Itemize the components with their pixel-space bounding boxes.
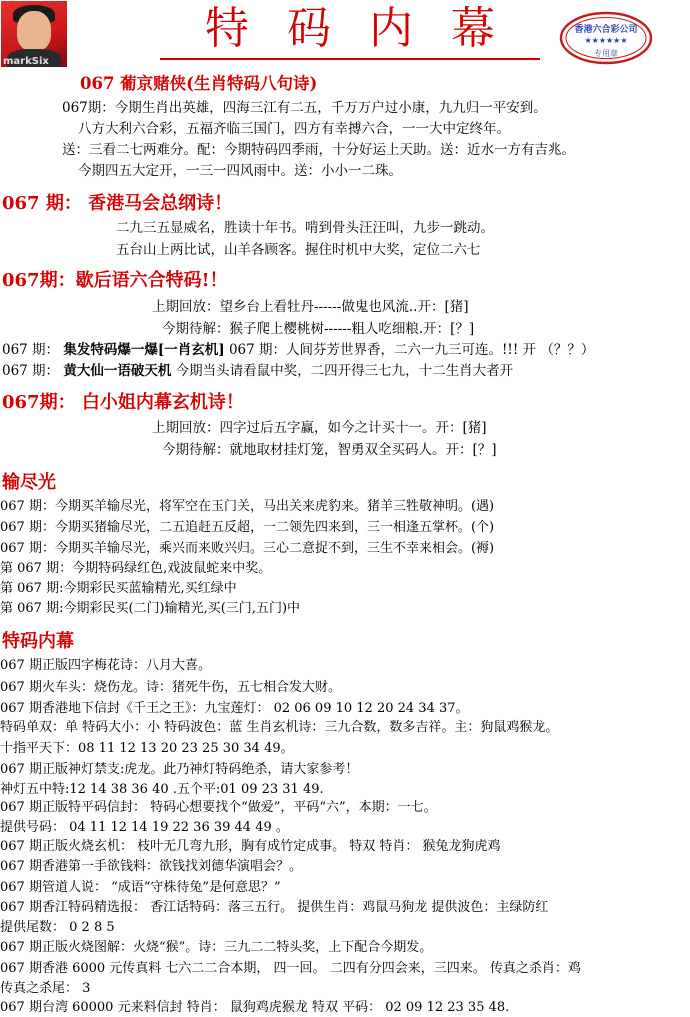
svg-text:专用章: 专用章 [594, 49, 618, 58]
s3-line-4-prefix: 067 期： [2, 363, 60, 379]
s1-line-1: 067期：今期生肖出英雄，四海三江有二五，千万万户过小康，九九归一平安到。 [62, 100, 547, 116]
svg-text:香港六合彩公司: 香港六合彩公司 [574, 25, 638, 35]
s4-line-1: 上期回放：四字过后五字赢，如今之计买十一。开：[猪] [152, 420, 487, 436]
section-1-heading-wrap [80, 70, 317, 94]
s6-line-7: 神灯五中特:12 14 38 36 40 .五个平:01 09 23 31 49. [0, 782, 324, 797]
official-stamp-icon [558, 10, 654, 66]
s5-line-5: 第 067 期:今期彩民买蓝输精光,买红绿中 [0, 581, 237, 596]
s6-line-10: 067 期正版火烧玄机： 枝叶无几弯九形，胸有成竹定成事。 特双 特肖： 猴兔龙狗虎鸡 [0, 839, 501, 854]
s6-line-14: 提供尾数： 0 2 8 5 [0, 920, 115, 935]
s5-line-4: 第 067 期：今期特码绿红色,戏波鼠蛇来中奖。 [0, 561, 272, 576]
s6-line-12: 067 期管道人说： “成语“守株待兔”是何意思？” [0, 880, 281, 895]
s1-line-4: 今期四五大定开，一三一四风雨中。送：小小一二珠。 [78, 163, 402, 179]
s6-line-2: 067 期火车头：烧伤龙。诗：猪死牛伤，五七相合发大财。 [0, 680, 341, 695]
s2-line-1: 二九三五显威名，胜读十年书。啃到骨头汪汪叫，九步一跳动。 [116, 220, 494, 236]
s2-line-2: 五台山上两比试，山羊各顾客。握住时机中大奖，定位二六七 [116, 242, 481, 258]
s1-line-3: 送：三看二七两难分。配：今期特码四季雨，十分好运上天助。送：近水一方有吉兆。 [62, 142, 575, 158]
svg-text:★★★★★★: ★★★★★★ [584, 36, 628, 45]
s3-line-3-prefix: 067 期： [2, 342, 60, 358]
section-5-heading: 输尽光 [2, 472, 56, 493]
s3-line-4 [2, 361, 513, 382]
s5-line-3: 067 期：今期买羊输尽光，乘兴而来败兴归。三心二意捉不到，三生不幸来相会。(褥) [0, 541, 495, 556]
s6-line-17: 传真之杀尾： 3 [0, 981, 91, 996]
s3-line-3-bold: 集发特码爆一爆[一肖玄机] [63, 342, 225, 358]
s6-line-9: 提供号码： 04 11 12 14 19 22 36 39 44 49 。 [0, 820, 289, 835]
s3-line-3-rest: 067 期：人间芬芳世界香，二六一九三可连。!!! 开 （？？） [228, 342, 595, 358]
section-3-heading-wrap [2, 266, 227, 292]
s6-line-1: 067 期正版四字梅花诗：八月大喜。 [0, 658, 211, 673]
s3-line-3 [2, 340, 594, 361]
s3-line-4-bold: 黄大仙一语破天机 [63, 363, 172, 379]
avatar-watermark: markSix [3, 56, 49, 67]
section-6-heading: 特码内幕 [2, 631, 74, 652]
s6-line-16: 067 期香港 6000 元传真料 七六二二合本期， 四一回。 二四有分四会来，三四来。 传真之杀肖：鸡 [0, 961, 581, 976]
s6-line-4: 特码单双：单 特码大小：小 特码波色：蓝 生肖玄机诗：三九合数，数多吉祥。主：狗鼠鸡猴龙。 [0, 720, 559, 735]
section-5-heading-wrap [2, 468, 56, 494]
s6-line-15: 067 期正版火烧图解：火烧“猴”。诗：三九二二特头奖，上下配合今期发。 [0, 940, 433, 955]
s5-line-2: 067 期：今期买猪输尽光，二五追赶五反超，一二领先四来到，三一相逢五掌杯。(个) [0, 520, 495, 535]
s5-line-1: 067 期：今期买羊输尽光，将军空在玉门关，马出关来虎豹来。猪羊三牲敬神明。(遇) [0, 499, 495, 514]
s5-line-6: 第 067 期:今期彩民买(二门)输精光,买(三门,五门)中 [0, 601, 301, 616]
s6-line-18: 067 期台湾 60000 元来料信封 特肖： 鼠狗鸡虎猴龙 特双 平码： 02 09 12 23 35 48. [0, 1000, 510, 1015]
s4-line-2: 今期待解：就地取材挂灯笼，智勇双全买码人。开：[？] [162, 442, 497, 458]
section-2-heading-wrap [2, 189, 232, 215]
s3-line-1: 上期回放：望乡台上看牡丹------做鬼也风流..开：[猪] [152, 299, 469, 315]
s3-line-2: 今期待解：猴子爬上樱桃树------粗人吃细粮.开：[？] [162, 321, 475, 337]
s6-line-6: 067 期正版神灯禁支:虎龙。此乃神灯特码绝杀，请大家参考！ [0, 762, 359, 777]
s3-line-4-rest: 今期当头请看鼠中奖，二四开得三七九，十二生肖大者开 [175, 363, 514, 379]
avatar-image [1, 1, 67, 67]
section-6-heading-wrap [2, 627, 74, 653]
s6-line-8: 067 期正版特平码信封： 特码心想要找个“做爱”，平码“六”，本期：一七。 [0, 800, 437, 815]
page-title-wrap [160, 2, 540, 60]
section-3-heading: 067期：歇后语六合特码!！ [2, 270, 228, 291]
s6-line-13: 067 期香江特码精选报： 香江话特码：落三五行。 提供生肖：鸡鼠马狗龙 提供波色：主绿防红 [0, 900, 549, 915]
s1-line-2: 八方大利六合彩，五福齐临三国门，四方有幸搏六合，一一大中定终年。 [78, 121, 510, 137]
section-4-heading: 067期： 白小姐内幕玄机诗！ [2, 392, 244, 413]
section-1-heading: 067 葡京赌侠(生肖特码八句诗) [80, 74, 318, 93]
page-title: 特码内幕 [205, 3, 533, 54]
header [0, 0, 690, 70]
s6-line-3: 067 期香港地下信封《千王之王》：九宝莲灯： 02 06 09 10 12 20 24 34 37。 [0, 701, 469, 716]
s6-line-5: 十指平天下：08 11 12 13 20 23 25 30 34 49。 [0, 741, 294, 756]
section-4-heading-wrap [2, 388, 244, 414]
s6-line-11: 067 期香港第一手欲钱料：欲钱找刘德华演唱会？。 [0, 859, 302, 874]
section-2-heading: 067 期： 香港马会总纲诗！ [2, 193, 233, 214]
